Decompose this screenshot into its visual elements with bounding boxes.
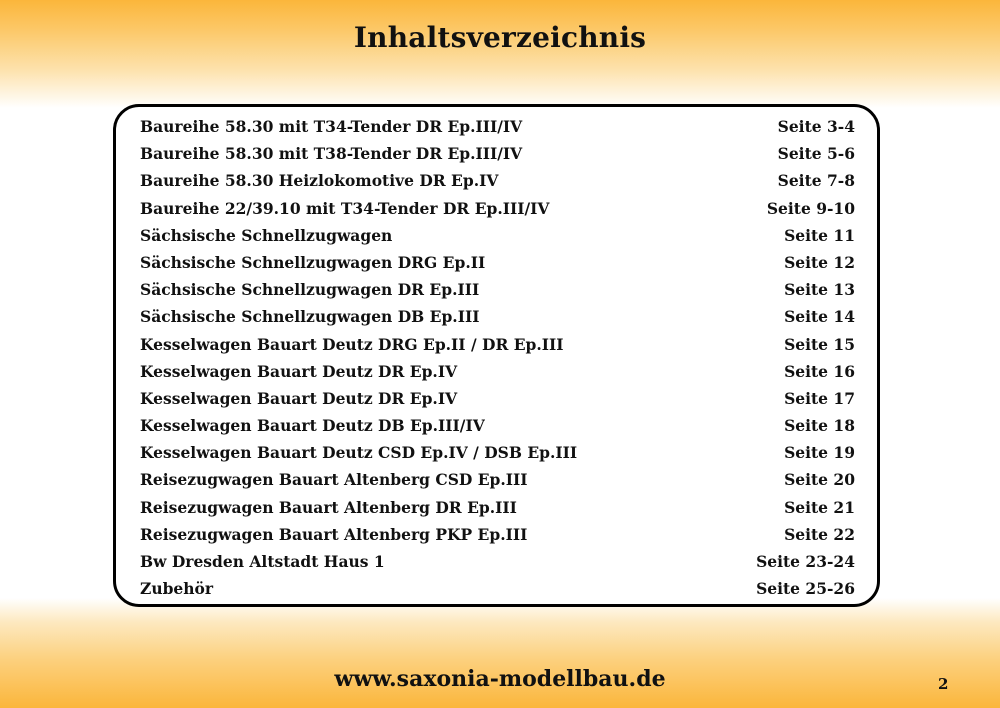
toc-entry-page: Seite 7-8 [777,171,855,191]
toc-entry-page: Seite 25-26 [756,579,855,599]
toc-entry-page: Seite 21 [784,497,855,517]
toc-entry[interactable] [140,470,855,497]
toc-entry[interactable] [140,144,855,171]
page-title: Inhaltsverzeichnis [353,21,647,54]
toc-box [113,104,880,607]
toc-entry[interactable] [140,389,855,416]
toc-entry-page: Seite 12 [784,252,855,272]
toc-entry-page: Seite 17 [784,388,855,408]
page-number: 2 [938,675,949,693]
toc-entry[interactable] [140,199,855,226]
toc-entry[interactable] [140,280,855,307]
toc-entry-label: Baureihe 22/39.10 mit T34-Tender DR Ep.III/IV [140,198,550,218]
toc-entry-page: Seite 23-24 [756,552,855,571]
toc-entry-label: Reisezugwagen Bauart Altenberg CSD Ep.III [140,470,528,490]
toc-entry[interactable] [140,171,855,198]
toc-entry-label: Kesselwagen Bauart Deutz DR Ep.IV [140,361,458,381]
toc-entry-page: Seite 18 [784,416,855,436]
toc-entry-page: Seite 3-4 [777,117,855,136]
toc-entry-label: Kesselwagen Bauart Deutz DRG Ep.II / DR Ep.III [140,334,564,354]
toc-entry[interactable] [140,226,855,253]
toc-entry[interactable] [140,362,855,389]
toc-entry-page: Seite 9-10 [766,198,855,218]
footer-url[interactable]: www.saxonia-modellbau.de [334,666,666,692]
toc-entry-page: Seite 14 [784,307,855,327]
toc-entry[interactable] [140,552,855,579]
toc-entry-label: Sächsische Schnellzugwagen [140,225,393,245]
toc-entry-page: Seite 15 [784,334,855,354]
toc-entry[interactable] [140,498,855,525]
toc-entry-page: Seite 22 [784,524,855,544]
toc-entry-label: Kesselwagen Bauart Deutz DB Ep.III/IV [140,416,485,436]
toc-entry-label: Sächsische Schnellzugwagen DR Ep.III [140,280,480,300]
toc-entry-label: Kesselwagen Bauart Deutz DR Ep.IV [140,388,458,408]
toc-entry-page: Seite 19 [784,443,855,463]
toc-entry-page: Seite 5-6 [777,144,855,164]
toc-entry-label: Reisezugwagen Bauart Altenberg DR Ep.III [140,497,517,517]
toc-entry-label: Kesselwagen Bauart Deutz CSD Ep.IV / DSB Ep.III [140,443,578,463]
toc-entry[interactable] [140,579,855,606]
toc-entry-label: Zubehör [140,579,214,599]
toc-entry-label: Bw Dresden Altstadt Haus 1 [140,552,385,571]
toc-entry-label: Baureihe 58.30 mit T34-Tender DR Ep.III/IV [140,117,523,136]
toc-entry-label: Baureihe 58.30 mit T38-Tender DR Ep.III/IV [140,144,523,164]
toc-entry-page: Seite 11 [784,225,855,245]
toc-entry-page: Seite 20 [784,470,855,490]
toc-entry[interactable] [140,525,855,552]
toc-entry[interactable] [140,416,855,443]
toc-entry-label: Reisezugwagen Bauart Altenberg PKP Ep.III [140,524,528,544]
toc-entry[interactable] [140,307,855,334]
toc-entry-label: Sächsische Schnellzugwagen DB Ep.III [140,307,480,327]
toc-entry[interactable] [140,335,855,362]
toc-entry[interactable] [140,443,855,470]
toc-list [140,117,855,606]
toc-entry-label: Sächsische Schnellzugwagen DRG Ep.II [140,252,486,272]
toc-entry[interactable] [140,117,855,144]
toc-entry-page: Seite 13 [784,280,855,300]
toc-entry-label: Baureihe 58.30 Heizlokomotive DR Ep.IV [140,171,499,191]
toc-entry[interactable] [140,253,855,280]
toc-entry-page: Seite 16 [784,361,855,381]
